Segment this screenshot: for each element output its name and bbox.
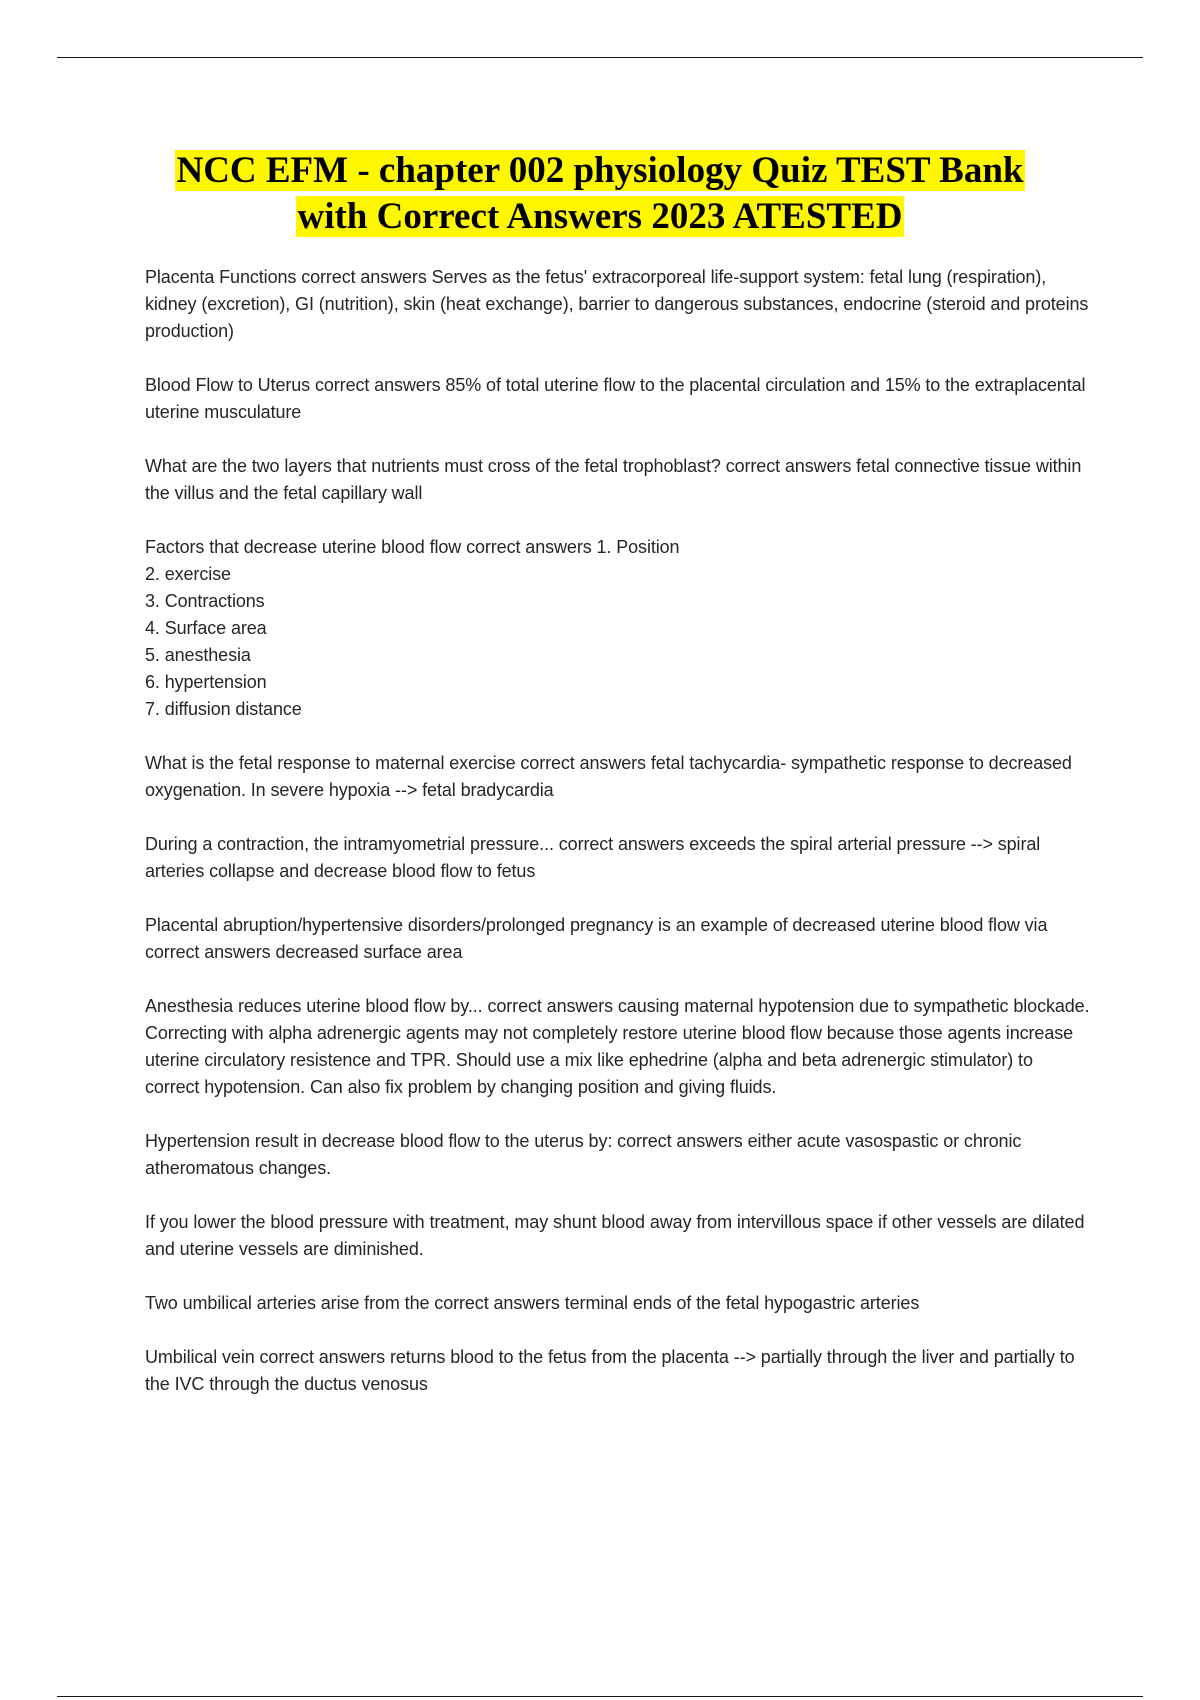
title-block [57, 148, 1143, 240]
bottom-rule [57, 1696, 1143, 1697]
qa-text: During a contraction, the intramyometrial pressure... correct answers exceeds the spiral arterial pressure --> spiral arteries collapse and decrease blood flow to fetus [145, 834, 1041, 881]
list-item: 4. Surface area [145, 618, 267, 638]
qa-entry [145, 831, 1090, 885]
qa-text: If you lower the blood pressure with treatment, may shunt blood away from intervillous space if other vessels are dilated and uterine vessels are diminished. [145, 1212, 1085, 1259]
qa-text: Placenta Functions correct answers Serves as the fetus' extracorporeal life-support system: fetal lung (respiration), kidney (excretion), GI (nutrition), skin (heat exchange), barrier to dangerous substances, endocrine (steroid and proteins production) [145, 267, 1089, 341]
qa-entry [145, 1128, 1090, 1182]
qa-text: Blood Flow to Uterus correct answers 85% of total uterine flow to the placental circulation and 15% to the extraplacental uterine musculature [145, 375, 1086, 422]
list-item: 7. diffusion distance [145, 699, 302, 719]
qa-entry [145, 912, 1090, 966]
qa-text: What are the two layers that nutrients must cross of the fetal trophoblast? correct answers fetal connective tissue within the villus and the fetal capillary wall [145, 456, 1082, 503]
title-line-2: with Correct Answers 2023 ATESTED [297, 196, 903, 237]
qa-entry [145, 264, 1090, 345]
qa-entry [145, 750, 1090, 804]
list-item: 3. Contractions [145, 591, 265, 611]
qa-text: Anesthesia reduces uterine blood flow by... correct answers causing maternal hypotension due to sympathetic blockade. Correcting with alpha adrenergic agents may not completely restore uterine blood flow because those agents increase uterine circulatory resistence and TPR. Should use a mix like ephedrine (alpha and beta adrenergic stimulator) to correct hypotension. Can also fix problem by changing position and giving fluids. [145, 996, 1090, 1097]
qa-entry [145, 1209, 1090, 1263]
top-rule [57, 57, 1143, 58]
qa-entry [145, 993, 1090, 1101]
list-item: 6. hypertension [145, 672, 267, 692]
list-item: 5. anesthesia [145, 645, 251, 665]
list-item: 2. exercise [145, 564, 231, 584]
title-line-1: NCC EFM - chapter 002 physiology Quiz TEST Bank [176, 150, 1024, 191]
qa-entry [145, 1290, 1090, 1317]
qa-entry [145, 453, 1090, 507]
qa-text: Two umbilical arteries arise from the correct answers terminal ends of the fetal hypogastric arteries [145, 1293, 920, 1313]
qa-entry [145, 1344, 1090, 1398]
qa-entry [145, 372, 1090, 426]
qa-text: Factors that decrease uterine blood flow correct answers 1. Position [145, 537, 680, 557]
qa-entry [145, 534, 1090, 723]
document-title [57, 148, 1143, 240]
qa-text: Placental abruption/hypertensive disorders/prolonged pregnancy is an example of decreased uterine blood flow via correct answers decreased surface area [145, 915, 1048, 962]
document-body [145, 264, 1090, 1425]
qa-text: Hypertension result in decrease blood flow to the uterus by: correct answers either acute vasospastic or chronic atheromatous changes. [145, 1131, 1022, 1178]
qa-text: What is the fetal response to maternal exercise correct answers fetal tachycardia- sympathetic response to decreased oxygenation. In severe hypoxia --> fetal bradycardia [145, 753, 1072, 800]
qa-text: Umbilical vein correct answers returns blood to the fetus from the placenta --> partially through the liver and partially to the IVC through the ductus venosus [145, 1347, 1075, 1394]
